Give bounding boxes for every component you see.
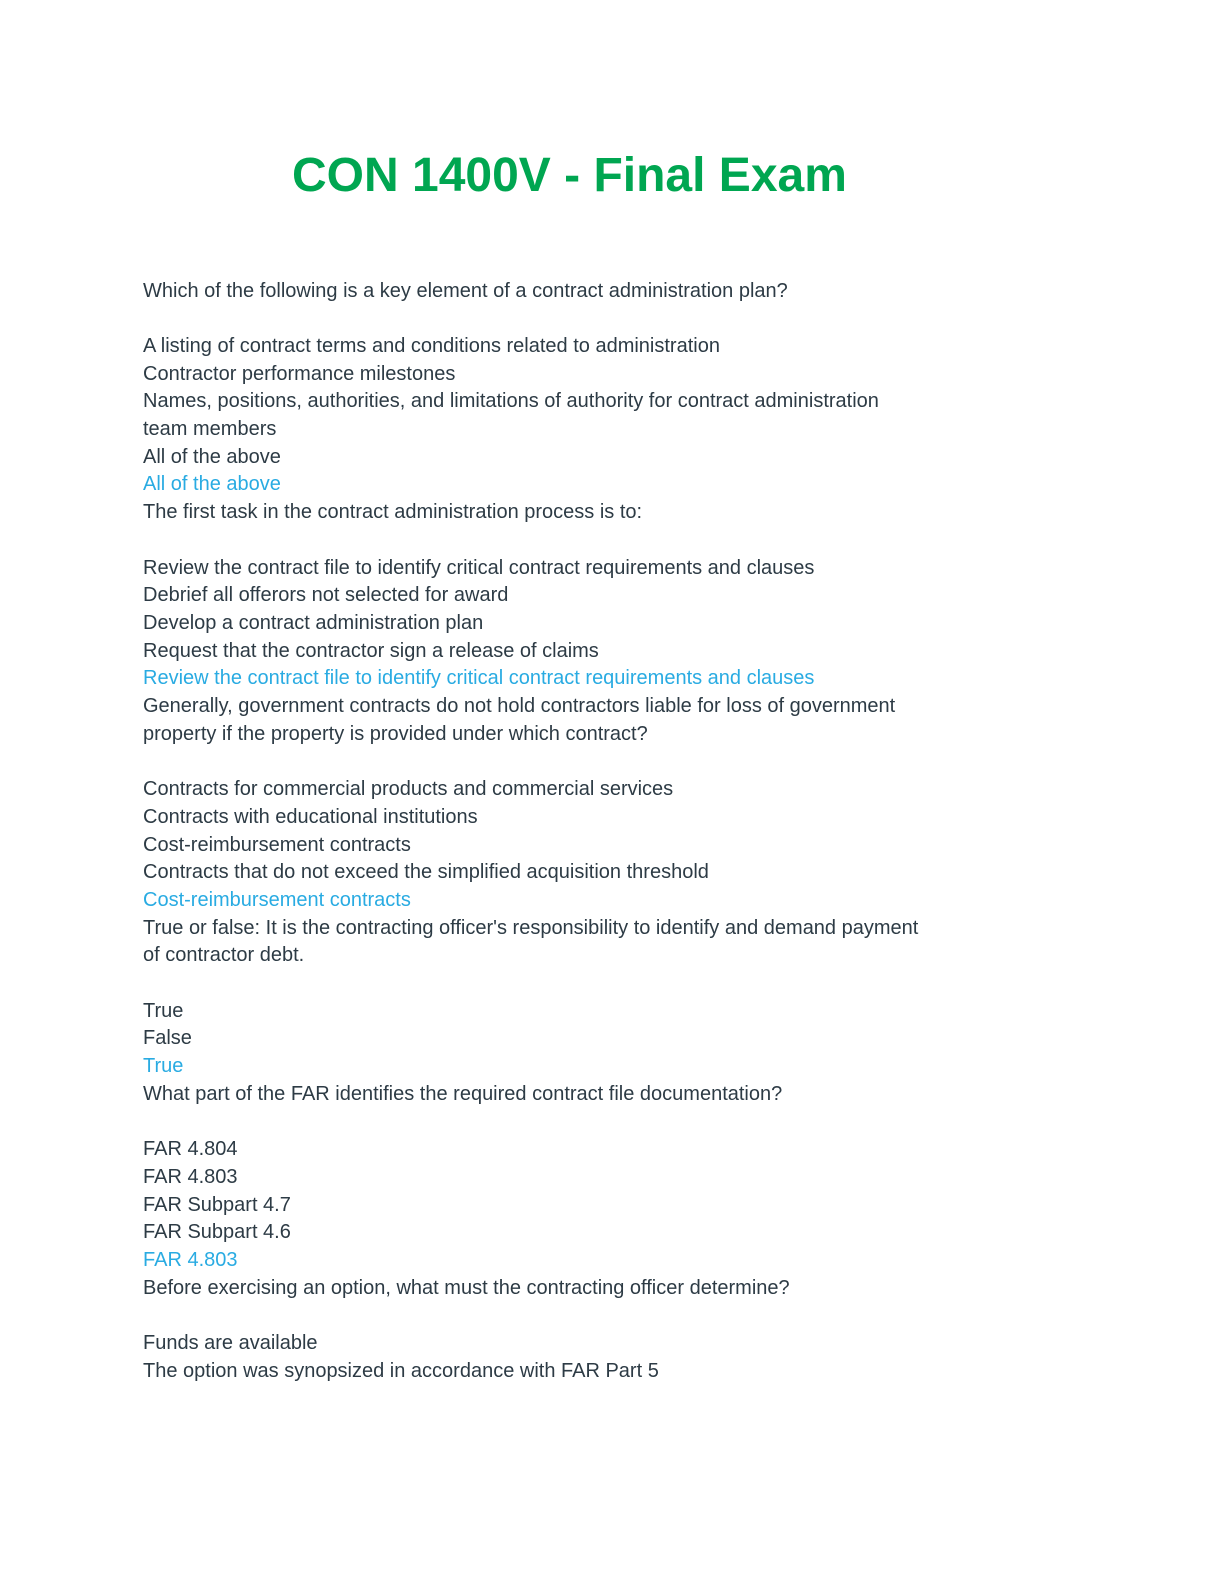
option (143, 555, 1084, 583)
option (143, 444, 1084, 472)
option (143, 582, 1084, 610)
option (143, 1192, 1084, 1220)
option-line: Review the contract file to identify critical contract requirements and clauses (143, 556, 815, 579)
option-line: FAR 4.803 (143, 1165, 238, 1188)
options-list (143, 555, 1084, 666)
correct-answer: Review the contract file to identify critical contract requirements and clauses (143, 667, 815, 690)
option (143, 388, 1084, 443)
option (143, 998, 1084, 1026)
question-line: of contractor debt. (143, 944, 305, 967)
option (143, 1358, 1084, 1386)
question-line: The first task in the contract administration process is to: (143, 501, 643, 524)
option-line: Contracts that do not exceed the simplified acquisition threshold (143, 861, 709, 884)
option-line: FAR 4.804 (143, 1138, 238, 1161)
question-text (143, 1081, 1084, 1109)
options-list (143, 333, 1084, 472)
question-block (143, 1275, 1084, 1386)
options-list (143, 1330, 1084, 1385)
option (143, 1136, 1084, 1164)
option (143, 361, 1084, 389)
question-line: Which of the following is a key element of a contract administration plan? (143, 279, 788, 302)
options-list (143, 776, 1084, 887)
option (143, 1219, 1084, 1247)
option-line: A listing of contract terms and conditions related to administration (143, 334, 720, 357)
question-text (143, 499, 1084, 527)
correct-answer: Cost-reimbursement contracts (143, 888, 411, 911)
option-line: Contracts with educational institutions (143, 805, 478, 828)
correct-answer: True (143, 1055, 184, 1078)
option-line: False (143, 1027, 192, 1050)
option-line: True (143, 999, 184, 1022)
option-line: Develop a contract administration plan (143, 611, 484, 634)
option-line: The option was synopsized in accordance with FAR Part 5 (143, 1359, 659, 1382)
question-line: Generally, government contracts do not hold contractors liable for loss of government (143, 695, 896, 718)
option-line: FAR Subpart 4.6 (143, 1221, 291, 1244)
question-line: True or false: It is the contracting officer's responsibility to identify and demand payment (143, 916, 919, 939)
exam-content (143, 278, 1084, 1386)
question-text (143, 1275, 1084, 1303)
option (143, 804, 1084, 832)
option-line: Cost-reimbursement contracts (143, 833, 411, 856)
option (143, 638, 1084, 666)
question-text (143, 693, 1084, 748)
option-line: Contracts for commercial products and commercial services (143, 778, 674, 801)
option-line: Contractor performance milestones (143, 362, 456, 385)
correct-answer: All of the above (143, 473, 281, 496)
question-block (143, 499, 1084, 693)
option-line: Names, positions, authorities, and limitations of authority for contract administration (143, 390, 879, 413)
question-line: What part of the FAR identifies the required contract file documentation? (143, 1082, 783, 1105)
option (143, 859, 1084, 887)
page-title: CON 1400V - Final Exam (292, 149, 847, 202)
option-line: Debrief all offerors not selected for award (143, 584, 509, 607)
question-block (143, 693, 1084, 915)
option-line: Request that the contractor sign a release of claims (143, 639, 599, 662)
option-line: Funds are available (143, 1332, 318, 1355)
option (143, 333, 1084, 361)
option (143, 776, 1084, 804)
option-line: FAR Subpart 4.7 (143, 1193, 291, 1216)
option (143, 1330, 1084, 1358)
question-text (143, 915, 1084, 970)
options-list (143, 998, 1084, 1053)
question-line: Before exercising an option, what must the contracting officer determine? (143, 1276, 790, 1299)
question-block (143, 915, 1084, 1081)
correct-answer: FAR 4.803 (143, 1249, 238, 1272)
option-line: team members (143, 418, 277, 440)
question-text (143, 278, 1084, 306)
question-block (143, 1081, 1084, 1275)
question-line: property if the property is provided under which contract? (143, 722, 648, 745)
options-list (143, 1136, 1084, 1247)
question-block (143, 278, 1084, 500)
option (143, 832, 1084, 860)
option (143, 1164, 1084, 1192)
option-line: All of the above (143, 445, 281, 468)
option (143, 610, 1084, 638)
option (143, 1025, 1084, 1053)
